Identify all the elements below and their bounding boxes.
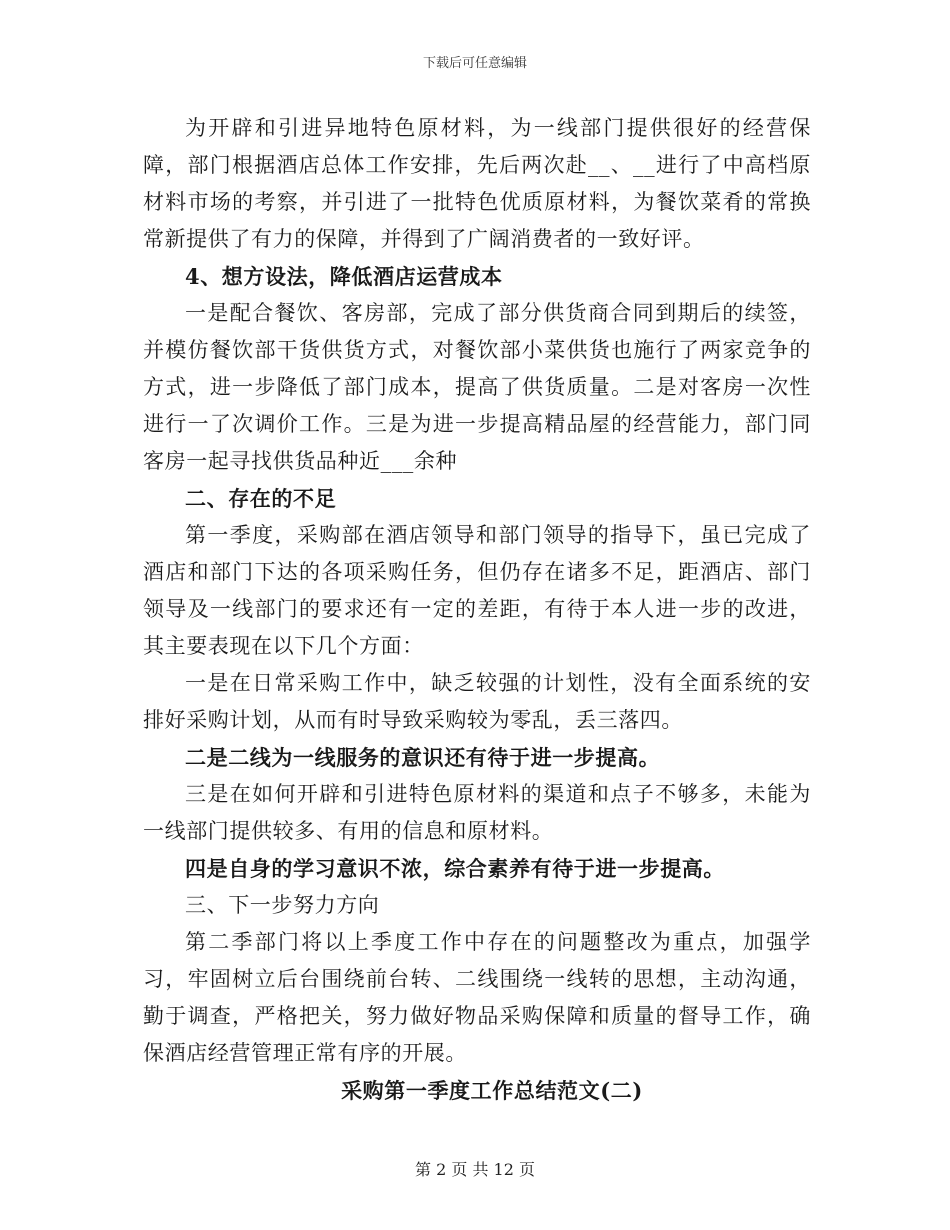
next-section-title: 采购第一季度工作总结范文(二) [341,1078,643,1103]
document-body [143,110,811,1109]
page-header: 下载后可任意编辑 [422,56,527,71]
paragraph-shortcomings-intro: 第一季度，采购部在酒店领导和部门领导的指导下，虽已完成了酒店和部门下达的各项采购任务，但仍存在诸多不足，距酒店、部门领导及一线部门的要求还有一定的差距，有待于本人进一步的改进，其主要表现在以下几个方面： [143,523,811,658]
heading-next-steps: 三、下一步努力方向 [185,893,380,917]
paragraph-cost-measures: 一是配合餐饮、客房部，完成了部分供货商合同到期后的续签，并模仿餐饮部干货供货方式，对餐饮部小菜供货也施行了两家竞争的方式，进一步降低了部门成本，提高了供货质量。二是对客房一次性进行一了次调价工作。三是为进一步提高精品屋的经营能力，部门同客房一起寻找供货品种近___余种 [143,301,811,473]
paragraph-shortcoming-3: 三是在如何开辟和引进特色原材料的渠道和点子不够多，未能为一线部门提供较多、有用的信息和原材料。 [143,782,811,843]
paragraph-shortcoming-4: 四是自身的学习意识不浓，综合素养有待于进一步提高。 [185,856,725,881]
paragraph-next-steps: 第二季部门将以上季度工作中存在的问题整改为重点，加强学习，牢固树立后台围绕前台转、二线围绕一线转的思想，主动沟通，勤于调查，严格把关，努力做好物品采购保障和质量的督导工作，确保酒店经营管理正常有序的开展。 [143,930,811,1065]
paragraph-shortcoming-1: 一是在日常采购工作中，缺乏较强的计划性，没有全面系统的安排好采购计划，从而有时导致采购较为零乱，丢三落四。 [143,671,811,732]
paragraph-shortcoming-2: 二是二线为一线服务的意识还有待于进一步提高。 [185,745,661,770]
paragraph-raw-materials: 为开辟和引进异地特色原材料，为一线部门提供很好的经营保障，部门根据酒店总体工作安排，先后两次赴__、__进行了中高档原材料市场的考察，并引进了一批特色优质原材料，为餐饮菜肴的常换常新提供了有力的保障，并得到了广阔消费者的一致好评。 [143,116,811,251]
heading-shortcomings: 二、存在的不足 [185,486,337,511]
page-number: 第 2 页 共 12 页 [415,1160,535,1179]
heading-reduce-costs: 4、想方设法，降低酒店运营成本 [185,264,503,289]
